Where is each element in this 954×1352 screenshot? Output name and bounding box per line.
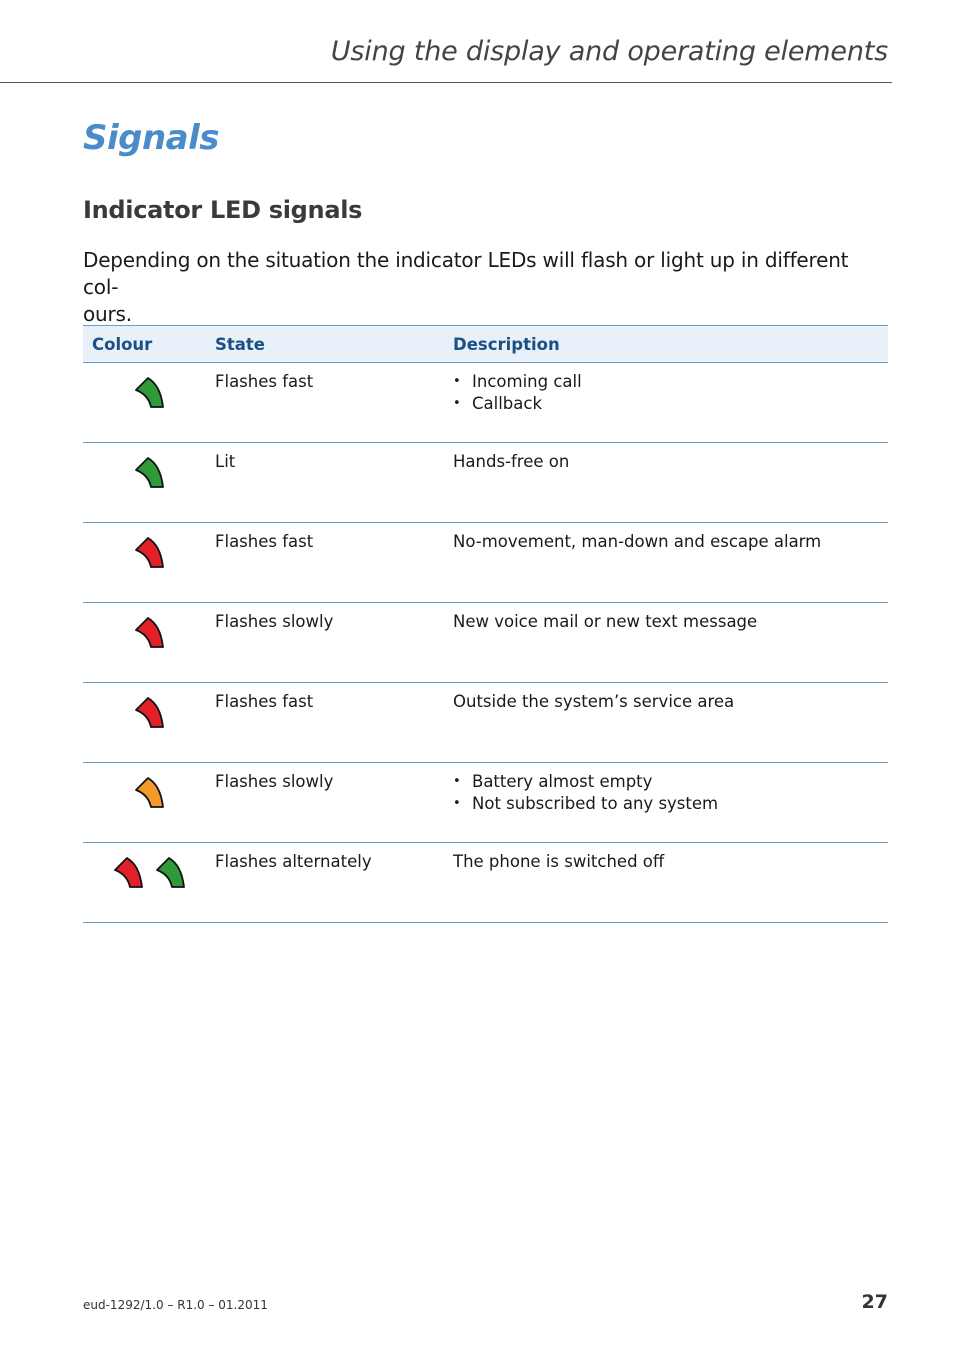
green-led-icon: [133, 455, 165, 491]
state-text: Flashes alternately: [215, 852, 372, 871]
state-cell: [215, 363, 453, 443]
page-title: Signals: [83, 118, 220, 158]
red-led-icon: [112, 855, 144, 891]
list-item: • Battery almost empty: [453, 771, 888, 793]
state-text: Flashes fast: [215, 692, 314, 711]
state-text: Flashes fast: [215, 372, 314, 391]
document-id: eud-1292/1.0 – R1.0 – 01.2011: [83, 1298, 268, 1312]
description-cell: [453, 683, 888, 763]
running-header: Using the display and operating elements: [330, 36, 888, 67]
table-row: [83, 683, 888, 763]
red-led-icon: [133, 695, 165, 731]
state-cell: [215, 843, 453, 923]
description-cell: [453, 603, 888, 683]
header-state: State: [215, 326, 453, 363]
table-row: [83, 443, 888, 523]
intro-paragraph: [83, 247, 873, 328]
description-cell: [453, 363, 888, 443]
table-row: [83, 843, 888, 923]
section-title: Indicator LED signals: [83, 196, 363, 224]
colour-cell: [83, 763, 215, 843]
colour-cell: [83, 443, 215, 523]
header-description: Description: [453, 326, 888, 363]
header-divider: [0, 82, 892, 83]
list-item: • Not subscribed to any system: [453, 793, 888, 815]
led-signals-table: [83, 325, 888, 923]
list-item: • Incoming call: [453, 371, 888, 393]
colour-cell: [83, 683, 215, 763]
state-cell: [215, 763, 453, 843]
description-text: New voice mail or new text message: [453, 612, 758, 631]
table-row: [83, 763, 888, 843]
table-body: [83, 363, 888, 923]
state-cell: [215, 443, 453, 523]
green-led-icon: [133, 375, 165, 411]
description-text: Hands-free on: [453, 452, 570, 471]
colour-cell: [83, 843, 215, 923]
description-cell: [453, 763, 888, 843]
description-cell: [453, 843, 888, 923]
description-cell: [453, 443, 888, 523]
orange-led-icon: [133, 775, 165, 811]
page-number: 27: [861, 1291, 888, 1313]
state-text: Lit: [215, 452, 236, 471]
state-cell: [215, 603, 453, 683]
header-colour: Colour: [83, 326, 215, 363]
red-led-icon: [133, 615, 165, 651]
colour-cell: [83, 363, 215, 443]
colour-cell: [83, 603, 215, 683]
description-list: [453, 771, 888, 815]
table-row: [83, 363, 888, 443]
state-text: Flashes slowly: [215, 612, 334, 631]
table-row: [83, 523, 888, 603]
description-text: Outside the system’s service area: [453, 692, 735, 711]
table-header-row: [83, 326, 888, 363]
description-text: No-movement, man-down and escape alarm: [453, 532, 822, 551]
description-list: [453, 371, 888, 415]
description-cell: [453, 523, 888, 603]
state-text: Flashes fast: [215, 532, 314, 551]
state-cell: [215, 523, 453, 603]
colour-cell: [83, 523, 215, 603]
list-item: • Callback: [453, 393, 888, 415]
red-led-icon: [133, 535, 165, 571]
table-row: [83, 603, 888, 683]
state-cell: [215, 683, 453, 763]
description-text: The phone is switched off: [453, 852, 665, 871]
state-text: Flashes slowly: [215, 772, 334, 791]
intro-text: Depending on the situation the indicator LEDs will flash or light up in different col- ours.: [83, 248, 849, 326]
green-led-icon: [154, 855, 186, 891]
